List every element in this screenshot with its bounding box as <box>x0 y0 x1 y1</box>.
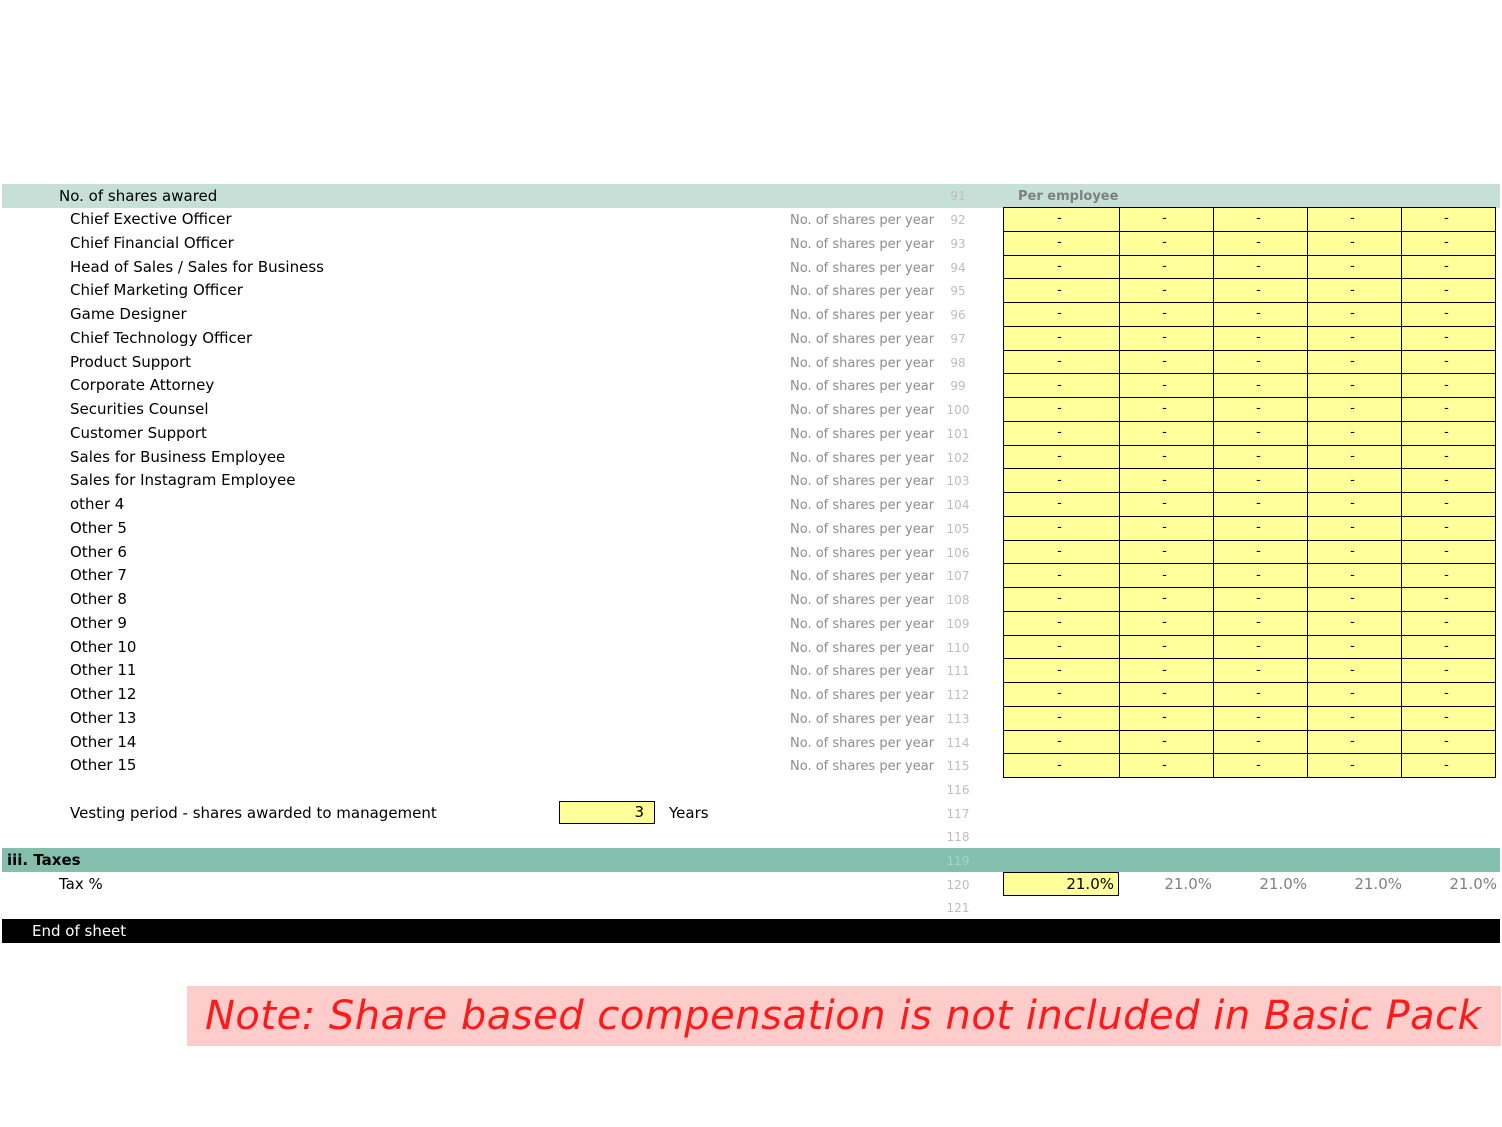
share-input-cell[interactable]: - <box>1214 611 1308 635</box>
share-input-cell[interactable]: - <box>1004 730 1120 754</box>
row-number: 109 <box>946 616 970 631</box>
share-input-cell[interactable]: - <box>1402 445 1496 469</box>
tax-percent-year-4: 21.0% <box>1354 875 1402 893</box>
tax-percent-year-3: 21.0% <box>1259 875 1307 893</box>
share-input-cell[interactable]: - <box>1120 516 1214 540</box>
share-input-cell[interactable]: - <box>1004 683 1120 707</box>
share-input-cell[interactable]: - <box>1214 564 1308 588</box>
shares-awarded-title: No. of shares awared <box>59 187 218 205</box>
table-row <box>1004 398 1496 422</box>
share-input-cell[interactable]: - <box>1402 398 1496 422</box>
share-input-cell[interactable]: - <box>1004 540 1120 564</box>
share-input-cell[interactable]: - <box>1214 350 1308 374</box>
row-unit: No. of shares per year <box>790 735 935 751</box>
share-input-cell[interactable]: - <box>1214 469 1308 493</box>
share-input-cell[interactable]: - <box>1004 588 1120 612</box>
row-number: 101 <box>946 426 970 441</box>
share-input-cell[interactable]: - <box>1004 493 1120 517</box>
share-input-cell[interactable]: - <box>1004 374 1120 398</box>
share-input-cell[interactable]: - <box>1120 231 1214 255</box>
row-unit: No. of shares per year <box>790 260 935 276</box>
row-label: Other 14 <box>70 732 137 751</box>
row-unit: No. of shares per year <box>790 426 935 442</box>
share-input-cell[interactable]: - <box>1308 279 1402 303</box>
share-input-cell[interactable]: - <box>1214 303 1308 327</box>
row-number: 115 <box>946 759 970 774</box>
table-row <box>1004 516 1496 540</box>
share-input-cell[interactable]: - <box>1308 730 1402 754</box>
share-input-cell[interactable]: - <box>1308 374 1402 398</box>
row-unit: No. of shares per year <box>790 331 935 347</box>
row-number: 103 <box>946 474 970 489</box>
share-input-cell[interactable]: - <box>1120 754 1214 778</box>
row-label: Other 9 <box>70 613 127 632</box>
share-input-cell[interactable]: - <box>1120 374 1214 398</box>
row-number: 114 <box>946 735 970 750</box>
tax-percent-year-2: 21.0% <box>1164 875 1212 893</box>
share-input-cell[interactable]: - <box>1214 255 1308 279</box>
row-number: 120 <box>946 878 970 892</box>
share-input-cell[interactable]: - <box>1308 588 1402 612</box>
share-input-cell[interactable]: - <box>1120 303 1214 327</box>
share-input-cell[interactable]: - <box>1120 730 1214 754</box>
row-number: 108 <box>946 593 970 607</box>
share-input-cell[interactable]: - <box>1402 374 1496 398</box>
vesting-period-label: Vesting period - shares awarded to management <box>70 804 437 822</box>
row-unit: No. of shares per year <box>790 545 935 561</box>
share-input-cell[interactable]: - <box>1214 588 1308 612</box>
share-input-cell[interactable]: - <box>1308 683 1402 707</box>
share-input-cell[interactable]: - <box>1214 231 1308 255</box>
row-label: Other 8 <box>70 590 127 608</box>
share-input-cell[interactable]: - <box>1308 754 1402 778</box>
taxes-title: iii. Taxes <box>7 851 81 869</box>
table-row <box>1004 469 1496 493</box>
row-unit: No. of shares per year <box>790 284 935 300</box>
share-input-cell[interactable]: - <box>1214 326 1308 350</box>
row-unit: No. of shares per year <box>790 450 935 466</box>
share-input-cell[interactable]: - <box>1120 493 1214 517</box>
share-input-cell[interactable]: - <box>1214 683 1308 707</box>
share-input-cell[interactable]: - <box>1402 231 1496 255</box>
row-label: Other 11 <box>70 661 137 680</box>
share-input-cell[interactable]: - <box>1120 279 1214 303</box>
share-input-cell[interactable]: - <box>1402 564 1496 588</box>
share-input-cell[interactable]: - <box>1004 754 1120 778</box>
row-number: 105 <box>946 521 970 536</box>
share-input-cell[interactable]: - <box>1402 469 1496 493</box>
share-input-cell[interactable]: - <box>1004 635 1120 659</box>
share-input-cell[interactable]: - <box>1308 493 1402 517</box>
row-number: 104 <box>946 498 970 512</box>
share-input-cell[interactable]: - <box>1120 540 1214 564</box>
tax-percent-year-5: 21.0% <box>1449 875 1497 893</box>
vesting-period-input[interactable]: 3 <box>559 801 655 824</box>
row-number: 116 <box>946 783 970 797</box>
table-row <box>1004 659 1496 683</box>
row-label: other 4 <box>70 495 125 513</box>
row-label: Other 15 <box>70 756 137 775</box>
row-number: 96 <box>950 308 966 322</box>
share-input-cell[interactable]: - <box>1308 564 1402 588</box>
share-input-cell[interactable]: - <box>1308 326 1402 350</box>
row-label: Customer Support <box>70 423 207 442</box>
share-input-cell[interactable]: - <box>1308 350 1402 374</box>
row-unit: No. of shares per year <box>790 616 935 632</box>
row-label: Other 5 <box>70 518 127 537</box>
share-input-cell[interactable]: - <box>1214 493 1308 517</box>
share-input-cell[interactable]: - <box>1214 445 1308 469</box>
table-row <box>1004 564 1496 588</box>
row-label: Securities Counsel <box>70 400 209 418</box>
row-unit: No. of shares per year <box>790 355 935 371</box>
taxes-header-band <box>2 848 1500 872</box>
row-number: 117 <box>946 807 970 821</box>
tax-percent-label: Tax % <box>59 875 103 893</box>
share-input-cell[interactable]: - <box>1308 611 1402 635</box>
row-unit: No. of shares per year <box>790 521 935 537</box>
row-number: 113 <box>946 711 970 726</box>
share-input-cell[interactable]: - <box>1004 208 1120 232</box>
share-input-cell[interactable]: - <box>1214 635 1308 659</box>
share-input-cell[interactable]: - <box>1308 635 1402 659</box>
share-input-cell[interactable]: - <box>1308 421 1402 445</box>
share-input-cell[interactable]: - <box>1402 493 1496 517</box>
row-number: 91 <box>950 189 966 203</box>
share-input-cell[interactable]: - <box>1308 231 1402 255</box>
share-input-cell[interactable]: - <box>1120 588 1214 612</box>
shares-awarded-header-band <box>2 184 1500 208</box>
row-unit: No. of shares per year <box>790 593 935 608</box>
table-row <box>1004 493 1496 517</box>
row-number: 97 <box>950 331 966 346</box>
share-input-cell[interactable]: - <box>1402 421 1496 445</box>
share-input-cell[interactable]: - <box>1214 754 1308 778</box>
row-unit: No. of shares per year <box>790 403 935 418</box>
share-input-cell[interactable]: - <box>1004 706 1120 730</box>
share-input-cell[interactable]: - <box>1402 279 1496 303</box>
share-input-cell[interactable]: - <box>1308 540 1402 564</box>
table-row <box>1004 350 1496 374</box>
row-unit: No. of shares per year <box>790 640 935 656</box>
row-unit: No. of shares per year <box>790 474 935 490</box>
row-label: Other 10 <box>70 637 137 656</box>
vesting-period-unit: Years <box>669 804 709 822</box>
row-number: 99 <box>950 379 966 394</box>
share-input-cell[interactable]: - <box>1214 208 1308 232</box>
share-input-cell[interactable]: - <box>1402 540 1496 564</box>
table-row <box>1004 588 1496 612</box>
share-input-cell[interactable]: - <box>1402 326 1496 350</box>
share-input-cell[interactable]: - <box>1402 635 1496 659</box>
share-input-cell[interactable]: - <box>1004 564 1120 588</box>
share-input-cell[interactable]: - <box>1004 445 1120 469</box>
share-input-cell[interactable]: - <box>1004 469 1120 493</box>
share-input-cell[interactable]: - <box>1308 659 1402 683</box>
share-input-cell[interactable]: - <box>1402 611 1496 635</box>
share-input-cell[interactable]: - <box>1214 516 1308 540</box>
row-label: Head of Sales / Sales for Business <box>70 257 324 276</box>
row-number: 111 <box>946 664 970 679</box>
share-input-cell[interactable]: - <box>1004 279 1120 303</box>
row-number: 93 <box>950 236 966 251</box>
row-label: Other 12 <box>70 685 137 703</box>
share-input-cell[interactable]: - <box>1308 208 1402 232</box>
table-row <box>1004 303 1496 327</box>
row-unit: No. of shares per year <box>790 379 935 395</box>
share-input-cell[interactable]: - <box>1308 255 1402 279</box>
table-row <box>1004 635 1496 659</box>
share-input-cell[interactable]: - <box>1214 730 1308 754</box>
share-input-cell[interactable]: - <box>1004 398 1120 422</box>
row-number: 121 <box>946 901 970 915</box>
tax-percent-input[interactable]: 21.0% <box>1003 872 1119 896</box>
row-number: 107 <box>946 569 970 584</box>
per-employee-header: Per employee <box>1018 189 1119 204</box>
end-of-sheet-band <box>2 919 1500 943</box>
row-label: Other 6 <box>70 542 127 561</box>
share-input-cell[interactable]: - <box>1214 279 1308 303</box>
table-row <box>1004 374 1496 398</box>
table-row <box>1004 445 1496 469</box>
row-label: Chief Exective Officer <box>70 210 232 228</box>
share-input-cell[interactable]: - <box>1402 303 1496 327</box>
row-unit: No. of shares per year <box>790 759 935 775</box>
share-input-cell[interactable]: - <box>1004 326 1120 350</box>
share-input-cell[interactable]: - <box>1120 611 1214 635</box>
share-input-cell[interactable]: - <box>1402 350 1496 374</box>
share-input-cell[interactable]: - <box>1214 398 1308 422</box>
row-number: 100 <box>946 403 970 417</box>
share-input-cell[interactable]: - <box>1120 350 1214 374</box>
share-input-cell[interactable]: - <box>1120 659 1214 683</box>
end-of-sheet-label: End of sheet <box>32 922 127 940</box>
share-input-cell[interactable]: - <box>1214 706 1308 730</box>
share-input-cell[interactable]: - <box>1402 683 1496 707</box>
table-row <box>1004 255 1496 279</box>
share-input-cell[interactable]: - <box>1004 421 1120 445</box>
row-label: Other 7 <box>70 566 127 585</box>
share-input-cell[interactable]: - <box>1120 683 1214 707</box>
share-input-cell[interactable]: - <box>1308 706 1402 730</box>
share-input-cell[interactable]: - <box>1214 659 1308 683</box>
share-input-cell[interactable]: - <box>1214 540 1308 564</box>
shares-grid <box>1003 207 1496 778</box>
row-number: 98 <box>950 355 966 370</box>
share-input-cell[interactable]: - <box>1402 706 1496 730</box>
row-number: 112 <box>946 688 970 702</box>
table-row <box>1004 326 1496 350</box>
row-label: Sales for Business Employee <box>70 447 286 466</box>
row-number: 102 <box>946 450 970 465</box>
basic-pack-note: Note: Share based compensation is not included in Basic Pack <box>187 986 1501 1046</box>
share-input-cell[interactable]: - <box>1120 706 1214 730</box>
share-input-cell[interactable]: - <box>1120 255 1214 279</box>
row-label: Chief Technology Officer <box>70 328 253 347</box>
row-number: 94 <box>950 260 966 275</box>
share-input-cell[interactable]: - <box>1120 469 1214 493</box>
share-input-cell[interactable]: - <box>1402 516 1496 540</box>
share-input-cell[interactable]: - <box>1004 516 1120 540</box>
share-input-cell[interactable]: - <box>1402 208 1496 232</box>
row-unit: No. of shares per year <box>790 688 935 703</box>
row-label: Game Designer <box>70 305 187 323</box>
share-input-cell[interactable]: - <box>1004 255 1120 279</box>
row-unit: No. of shares per year <box>790 711 935 727</box>
share-input-cell[interactable]: - <box>1004 231 1120 255</box>
table-row <box>1004 730 1496 754</box>
table-row <box>1004 208 1496 232</box>
share-input-cell[interactable]: - <box>1402 255 1496 279</box>
row-unit: No. of shares per year <box>790 498 935 513</box>
table-row <box>1004 540 1496 564</box>
row-number: 119 <box>946 854 970 868</box>
share-input-cell[interactable]: - <box>1004 611 1120 635</box>
row-label: Product Support <box>70 352 192 371</box>
row-label: Chief Marketing Officer <box>70 281 243 300</box>
share-input-cell[interactable]: - <box>1214 374 1308 398</box>
share-input-cell[interactable]: - <box>1120 208 1214 232</box>
share-input-cell[interactable]: - <box>1402 659 1496 683</box>
table-row <box>1004 279 1496 303</box>
row-unit: No. of shares per year <box>790 569 935 585</box>
share-input-cell[interactable]: - <box>1120 421 1214 445</box>
row-label: Corporate Attorney <box>70 376 215 395</box>
row-unit: No. of shares per year <box>790 308 935 323</box>
share-input-cell[interactable]: - <box>1214 421 1308 445</box>
share-input-cell[interactable]: - <box>1004 303 1120 327</box>
share-input-cell[interactable]: - <box>1308 516 1402 540</box>
row-label: Chief Financial Officer <box>70 233 234 252</box>
share-input-cell[interactable]: - <box>1308 398 1402 422</box>
share-input-cell[interactable]: - <box>1004 659 1120 683</box>
share-input-cell[interactable]: - <box>1004 350 1120 374</box>
table-row <box>1004 421 1496 445</box>
row-number: 110 <box>946 640 970 655</box>
row-label: Sales for Instagram Employee <box>70 471 296 490</box>
share-input-cell[interactable]: - <box>1120 635 1214 659</box>
share-input-cell[interactable]: - <box>1120 398 1214 422</box>
row-unit: No. of shares per year <box>790 213 935 228</box>
row-label: Other 13 <box>70 708 137 727</box>
share-input-cell[interactable]: - <box>1308 445 1402 469</box>
table-row <box>1004 231 1496 255</box>
table-row <box>1004 706 1496 730</box>
table-row <box>1004 754 1496 778</box>
row-number: 92 <box>950 213 966 227</box>
row-number: 118 <box>946 830 970 844</box>
share-input-cell[interactable]: - <box>1402 754 1496 778</box>
table-row <box>1004 611 1496 635</box>
share-input-cell[interactable]: - <box>1308 469 1402 493</box>
row-number: 95 <box>950 284 966 299</box>
table-row <box>1004 683 1496 707</box>
share-input-cell[interactable]: - <box>1120 445 1214 469</box>
row-unit: No. of shares per year <box>790 664 935 680</box>
share-input-cell[interactable]: - <box>1120 326 1214 350</box>
share-input-cell[interactable]: - <box>1120 564 1214 588</box>
share-input-cell[interactable]: - <box>1402 588 1496 612</box>
share-input-cell[interactable]: - <box>1308 303 1402 327</box>
row-unit: No. of shares per year <box>790 236 935 252</box>
share-input-cell[interactable]: - <box>1402 730 1496 754</box>
row-number: 106 <box>946 545 970 560</box>
